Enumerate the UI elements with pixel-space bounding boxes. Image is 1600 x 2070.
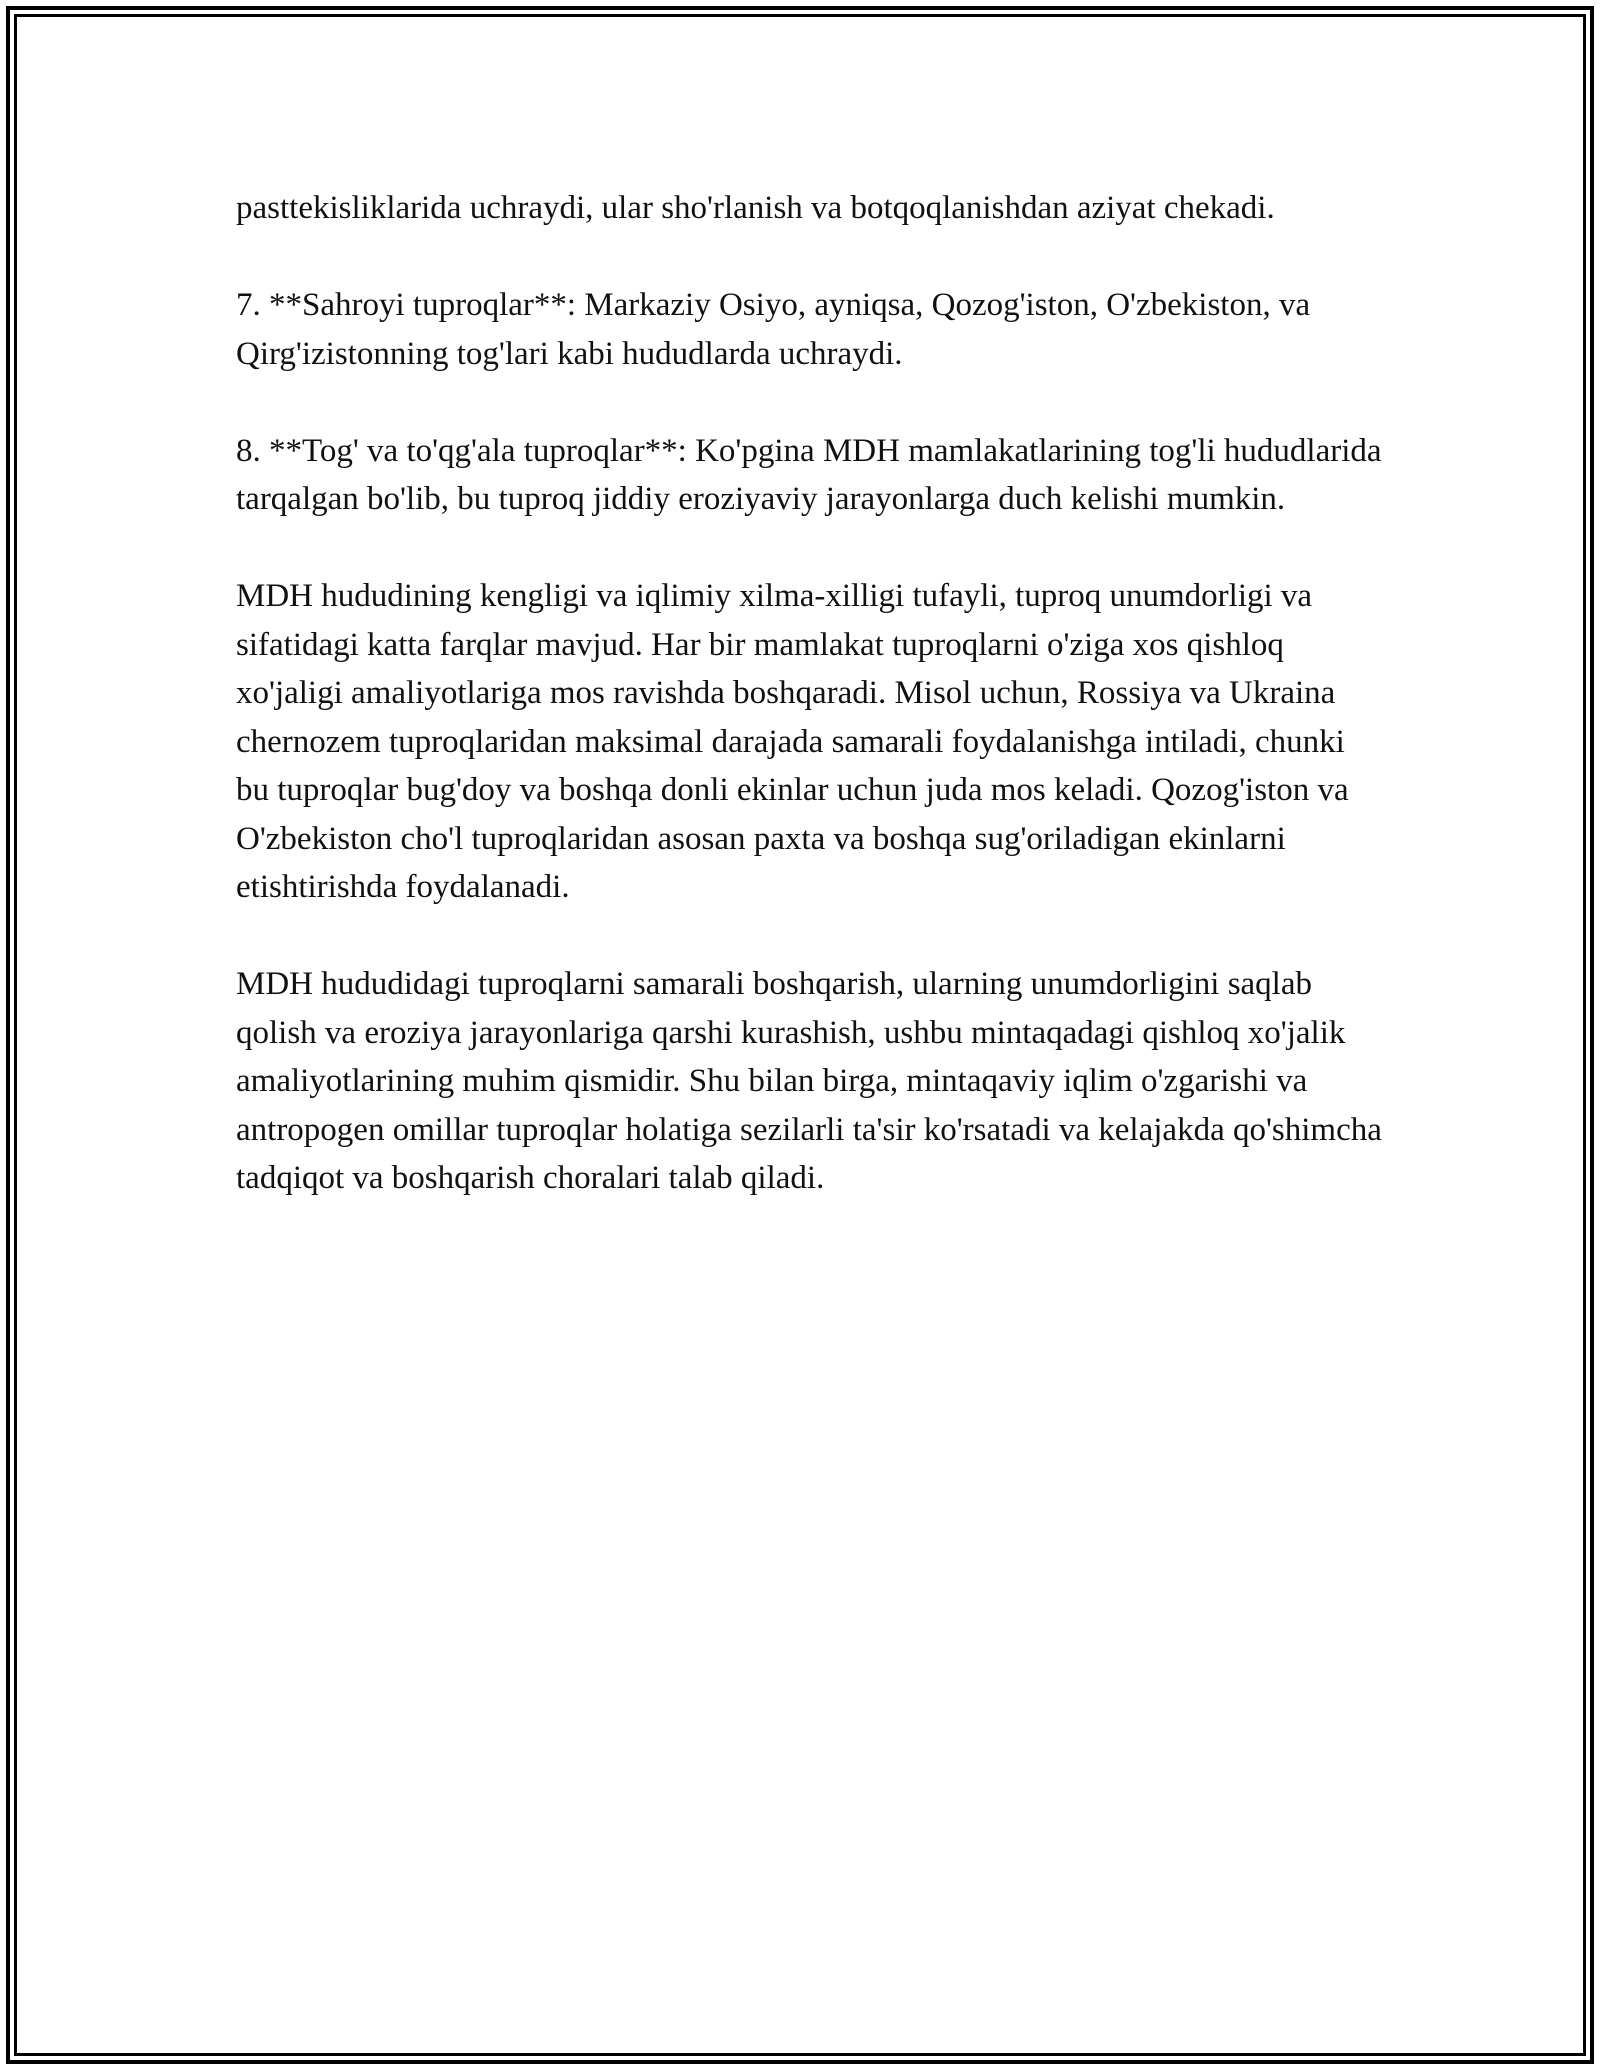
- paragraph-soil-management: MDH hududidagi tuproqlarni samarali boshqarish, ularning unumdorligini saqlab qolish va eroziya jarayonlariga qarshi kurashish, ushbu mintaqadagi qishloq xo'jalik amaliyotlarining muhim qismidir. Shu bilan birga, mintaqaviy iqlim o'zgarishi va antropogen omillar tuproqlar holatiga sezilarli ta'sir ko'rsatadi va kelajakda qo'shimcha tadqiqot va boshqarish choralari talab qiladi.: [236, 966, 1382, 1196]
- paragraph-continuation: pasttekisliklarida uchraydi, ular sho'rlanish va botqoqlanishdan aziyat chekadi.: [236, 190, 1275, 226]
- paragraph-soil-differences: MDH hududining kengligi va iqlimiy xilma-xilligi tufayli, tuproq unumdorligi va sifatidagi katta farqlar mavjud. Har bir mamlakat tuproqlarni o'ziga xos qishloq xo'jaligi amaliyotlariga mos ravishda boshqaradi. Misol uchun, Rossiya va Ukraina chernozem tuproqlaridan maksimal darajada samarali foydalanishga intiladi, chunki bu tuproqlar bug'doy va boshqa donli ekinlar uchun juda mos keladi. Qozog'iston va O'zbekiston cho'l tuproqlaridan asosan paxta va boshqa sug'oriladigan ekinlarni etishtirishda foydalanadi.: [236, 578, 1349, 905]
- list-item-7: 7. **Sahroyi tuproqlar**: Markaziy Osiyo, ayniqsa, Qozog'iston, O'zbekiston, va Qirg'izistonning tog'lari kabi hududlarda uchraydi.: [236, 287, 1311, 372]
- document-body: [236, 184, 1386, 1251]
- list-item-8: 8. **Tog' va to'qg'ala tuproqlar**: Ko'pgina MDH mamlakatlarining tog'li hududlarida tarqalgan bo'lib, bu tuproq jiddiy eroziyaviy jarayonlarga duch kelishi mumkin.: [236, 432, 1382, 517]
